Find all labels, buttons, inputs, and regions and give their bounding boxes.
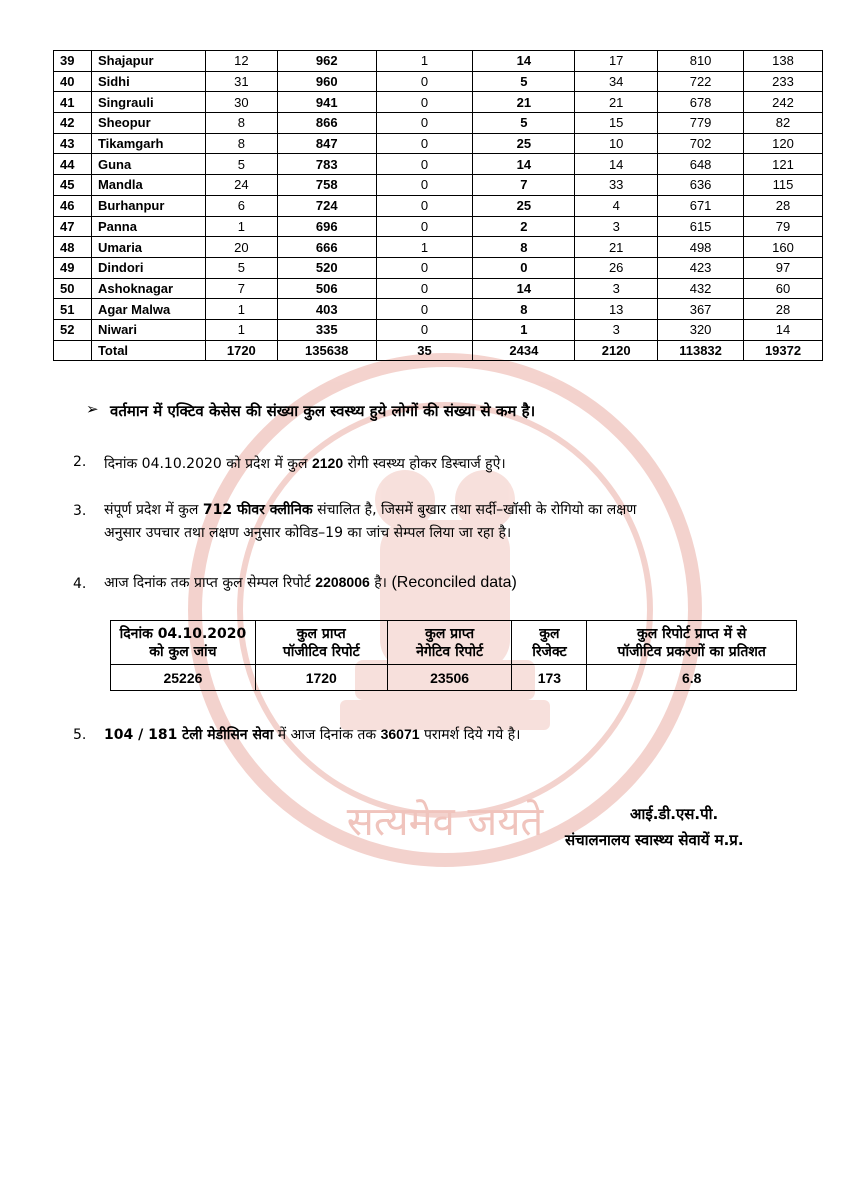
table-cell: 35 [376, 340, 473, 361]
table-cell: 14 [473, 154, 575, 175]
district-row [54, 195, 823, 216]
district-row [54, 257, 823, 278]
table-cell: 12 [205, 51, 277, 72]
district-row [54, 113, 823, 134]
district-row [54, 154, 823, 175]
table-cell: 941 [277, 92, 376, 113]
item-5-text: 104 / 181 टेली मेडीसिन सेवा में आज दिनांक तक 36071 परामर्श दिये गये है। [104, 726, 521, 743]
table-cell: 648 [658, 154, 744, 175]
summary-header-cell: कुल प्राप्त पॉजीटिव रिपोर्ट [255, 621, 387, 665]
table-cell: 52 [54, 319, 92, 340]
table-cell: 138 [744, 51, 823, 72]
table-cell: 30 [205, 92, 277, 113]
table-cell: 1 [473, 319, 575, 340]
district-row [54, 319, 823, 340]
table-cell: Panna [91, 216, 205, 237]
table-cell: 14 [473, 278, 575, 299]
table-cell: 678 [658, 92, 744, 113]
summary-header-cell: कुल रिपोर्ट प्राप्त में से पॉजीटिव प्रकरणों का प्रतिशत [587, 621, 797, 665]
item-2-text: दिनांक 04.10.2020 को प्रदेश में कुल 2120 रोगी स्वस्थ्य होकर डिस्चार्ज हुऐ। [104, 455, 506, 472]
table-cell: 758 [277, 175, 376, 196]
table-cell: 21 [473, 92, 575, 113]
table-cell: 498 [658, 237, 744, 258]
table-cell: 2434 [473, 340, 575, 361]
table-cell: 636 [658, 175, 744, 196]
table-cell: 79 [744, 216, 823, 237]
summary-header-cell: कुल रिजेक्ट [512, 621, 587, 665]
signature-line-2: संचालनालय स्वास्थ्य सेवायें म.प्र. [565, 831, 744, 849]
district-row [54, 299, 823, 320]
table-cell: Total [91, 340, 205, 361]
table-cell: 7 [473, 175, 575, 196]
table-cell: 20 [205, 237, 277, 258]
table-cell: Singrauli [91, 92, 205, 113]
table-cell: 233 [744, 71, 823, 92]
district-row [54, 51, 823, 72]
table-cell: 14 [744, 319, 823, 340]
summary-value-cell: 23506 [387, 665, 512, 691]
table-cell: 520 [277, 257, 376, 278]
summary-header-cell: दिनांक 04.10.2020 को कुल जांच [111, 621, 256, 665]
table-cell: 0 [376, 71, 473, 92]
summary-value-cell: 1720 [255, 665, 387, 691]
table-cell: 3 [575, 216, 658, 237]
item-2-number: 2. [73, 454, 87, 470]
table-cell: 722 [658, 71, 744, 92]
table-cell: 779 [658, 113, 744, 134]
item-4-text: आज दिनांक तक प्राप्त कुल सेम्पल रिपोर्ट 2208006 है। (Reconciled data) [104, 574, 517, 591]
table-cell: 0 [376, 154, 473, 175]
table-cell: 0 [376, 319, 473, 340]
table-cell [54, 340, 92, 361]
table-cell: 320 [658, 319, 744, 340]
table-cell: 45 [54, 175, 92, 196]
table-cell: 5 [473, 71, 575, 92]
active-cases-note: वर्तमान में एक्टिव केसेस की संख्या कुल स्वस्थ्य हुये लोगों की संख्या से कम है। [110, 402, 536, 420]
table-cell: Burhanpur [91, 195, 205, 216]
item-3-line-2: अनुसार उपचार तथा लक्षण अनुसार कोविड–19 का जांच सेम्पल लिया जा रहा है। [104, 525, 512, 541]
table-cell: 43 [54, 133, 92, 154]
table-cell: 25 [473, 195, 575, 216]
table-cell: 5 [205, 154, 277, 175]
table-cell: Dindori [91, 257, 205, 278]
table-cell: 8 [473, 237, 575, 258]
table-cell: 28 [744, 195, 823, 216]
table-cell: 31 [205, 71, 277, 92]
table-cell: 51 [54, 299, 92, 320]
table-cell: 671 [658, 195, 744, 216]
table-cell: 0 [376, 195, 473, 216]
district-row [54, 278, 823, 299]
table-cell: 847 [277, 133, 376, 154]
summary-value-cell: 6.8 [587, 665, 797, 691]
table-cell: 783 [277, 154, 376, 175]
table-cell: Ashoknagar [91, 278, 205, 299]
table-cell: 48 [54, 237, 92, 258]
table-cell: 810 [658, 51, 744, 72]
table-cell: 135638 [277, 340, 376, 361]
table-cell: 15 [575, 113, 658, 134]
table-cell: Niwari [91, 319, 205, 340]
item-4-number: 4. [73, 576, 87, 592]
item-5-number: 5. [73, 727, 87, 743]
table-cell: 7 [205, 278, 277, 299]
table-cell: Tikamgarh [91, 133, 205, 154]
table-cell: 39 [54, 51, 92, 72]
summary-value-cell: 173 [512, 665, 587, 691]
table-cell: 432 [658, 278, 744, 299]
table-cell: 702 [658, 133, 744, 154]
table-cell: 13 [575, 299, 658, 320]
table-cell: 506 [277, 278, 376, 299]
table-cell: 41 [54, 92, 92, 113]
table-cell: 121 [744, 154, 823, 175]
table-cell: 0 [376, 216, 473, 237]
table-cell: 8 [473, 299, 575, 320]
table-cell: 40 [54, 71, 92, 92]
table-cell: 8 [205, 133, 277, 154]
table-cell: 724 [277, 195, 376, 216]
summary-header-row [111, 621, 797, 665]
table-cell: 46 [54, 195, 92, 216]
table-cell: 403 [277, 299, 376, 320]
district-row [54, 237, 823, 258]
sample-summary-table [110, 620, 797, 691]
table-cell: 962 [277, 51, 376, 72]
summary-value-cell: 25226 [111, 665, 256, 691]
table-cell: 1 [205, 319, 277, 340]
district-row [54, 175, 823, 196]
table-cell: 0 [473, 257, 575, 278]
table-cell: 0 [376, 133, 473, 154]
table-cell: 60 [744, 278, 823, 299]
table-cell: 0 [376, 113, 473, 134]
item-3-number: 3. [73, 503, 87, 519]
table-cell: 367 [658, 299, 744, 320]
total-row [54, 340, 823, 361]
table-cell: 115 [744, 175, 823, 196]
table-cell: 423 [658, 257, 744, 278]
table-cell: 242 [744, 92, 823, 113]
district-row [54, 92, 823, 113]
table-cell: Mandla [91, 175, 205, 196]
table-cell: 0 [376, 92, 473, 113]
table-cell: 2 [473, 216, 575, 237]
table-cell: 3 [575, 319, 658, 340]
table-cell: 615 [658, 216, 744, 237]
table-cell: 0 [376, 299, 473, 320]
table-cell: 10 [575, 133, 658, 154]
table-cell: 44 [54, 154, 92, 175]
table-cell: 47 [54, 216, 92, 237]
table-cell: 14 [575, 154, 658, 175]
table-cell: 1 [205, 299, 277, 320]
table-cell: 866 [277, 113, 376, 134]
table-cell: 19372 [744, 340, 823, 361]
table-cell: Agar Malwa [91, 299, 205, 320]
table-cell: Shajapur [91, 51, 205, 72]
table-cell: 1 [205, 216, 277, 237]
table-cell: 696 [277, 216, 376, 237]
table-cell: 17 [575, 51, 658, 72]
table-cell: 2120 [575, 340, 658, 361]
table-cell: 21 [575, 237, 658, 258]
table-cell: 0 [376, 175, 473, 196]
table-cell: 960 [277, 71, 376, 92]
table-cell: 1720 [205, 340, 277, 361]
district-row [54, 133, 823, 154]
summary-value-row [111, 665, 797, 691]
table-cell: 666 [277, 237, 376, 258]
table-cell: 6 [205, 195, 277, 216]
watermark-motto: सत्यमेव जयते [346, 799, 544, 845]
table-cell: 3 [575, 278, 658, 299]
table-cell: Sidhi [91, 71, 205, 92]
table-cell: 0 [376, 278, 473, 299]
table-cell: Umaria [91, 237, 205, 258]
table-cell: 1 [376, 51, 473, 72]
table-cell: 33 [575, 175, 658, 196]
table-cell: 113832 [658, 340, 744, 361]
summary-header-cell: कुल प्राप्त नेगेटिव रिपोर्ट [387, 621, 512, 665]
table-cell: 14 [473, 51, 575, 72]
table-cell: 1 [376, 237, 473, 258]
table-cell: 50 [54, 278, 92, 299]
bullet-arrow-icon: ➢ [86, 400, 99, 418]
table-cell: 97 [744, 257, 823, 278]
district-row [54, 71, 823, 92]
table-cell: 34 [575, 71, 658, 92]
table-cell: 49 [54, 257, 92, 278]
table-cell: 8 [205, 113, 277, 134]
table-cell: Guna [91, 154, 205, 175]
table-cell: 82 [744, 113, 823, 134]
district-table [53, 50, 823, 361]
table-cell: 24 [205, 175, 277, 196]
table-cell: 5 [205, 257, 277, 278]
table-cell: 21 [575, 92, 658, 113]
district-row [54, 216, 823, 237]
item-3-line-1: संपूर्ण प्रदेश में कुल 712 फीवर क्लीनिक संचालित है, जिसमें बुखार तथा सर्दी–खॉसी के रोगियो का लक्षण [104, 502, 637, 518]
table-cell: 42 [54, 113, 92, 134]
table-cell: 28 [744, 299, 823, 320]
table-cell: 4 [575, 195, 658, 216]
table-cell: 160 [744, 237, 823, 258]
table-cell: 26 [575, 257, 658, 278]
signature-line-1: आई.डी.एस.पी. [630, 805, 719, 823]
table-cell: 120 [744, 133, 823, 154]
table-cell: Sheopur [91, 113, 205, 134]
table-cell: 5 [473, 113, 575, 134]
table-cell: 0 [376, 257, 473, 278]
table-cell: 25 [473, 133, 575, 154]
table-cell: 335 [277, 319, 376, 340]
